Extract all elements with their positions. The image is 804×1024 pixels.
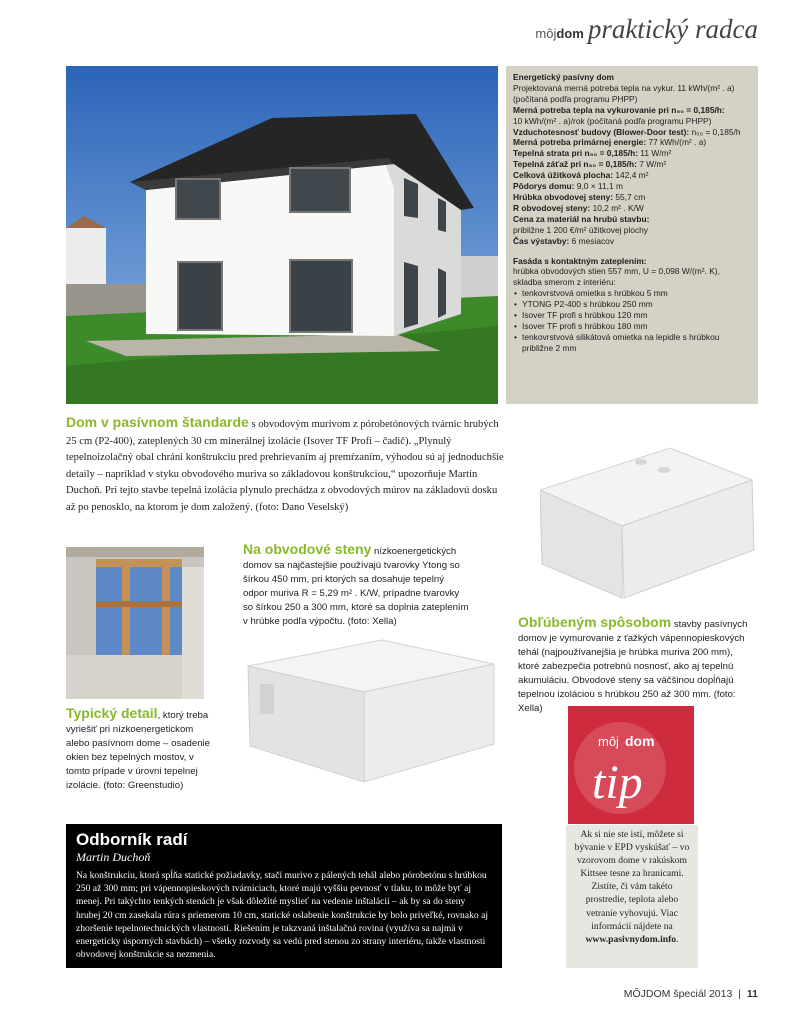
spec-value: 7 W/m² [636, 159, 667, 170]
aerated-block-illustration [540, 440, 760, 600]
spec-value: 11 W/m² [637, 148, 672, 159]
tip-moj: môj [598, 734, 619, 749]
house-illustration [66, 66, 498, 404]
spec-title: Energetický pasívny dom [513, 72, 615, 82]
spec-value: 6 mesiacov [569, 235, 615, 246]
footer-separator: | [738, 988, 741, 1000]
tip-dom: dom [625, 733, 655, 749]
caption-lead: Typický detail [66, 705, 158, 721]
page-number: 11 [746, 988, 758, 1000]
caption-lead: Obľúbeným spôsobom [518, 614, 672, 630]
spec-label: Čas výstavby: [513, 235, 570, 246]
brand-dom: dom [556, 26, 584, 41]
window-detail-caption [66, 706, 216, 793]
facade-layer: • tenkovrstvová silikátová omietka na lepidle s hrúbkou približne 2 mm [513, 332, 751, 354]
spec-label: Merná potreba tepla na vykurovanie pri n₅₀ = 0,185/h: [513, 104, 725, 115]
caption-lead: Dom v pasívnom štandarde [66, 414, 249, 430]
facade-layer: • tenkovrstvová omietka s hrúbkou 5 mm [513, 288, 751, 299]
spec-label: Tepelná strata pri n₅₀ = 0,185/h: [513, 148, 638, 159]
facade-layers [513, 288, 751, 353]
spec-label: Hrúbka obvodovej steny: [513, 191, 614, 202]
tip-word: tip [592, 756, 643, 809]
house-caption [66, 414, 504, 516]
block-photo-large [540, 440, 760, 600]
spec-value: 142,4 m² [613, 170, 649, 181]
tip-url: www.pasivnydom.info [585, 933, 677, 945]
caption-text: nízkoenergetických domov sa najčastejšie používajú tvarovky Ytong so šírkou 450 mm, pri ktorých sa dosahuje tepelný odpor muriva R = 5,29 m² . K/W, prípadne tvarovky so šírkou 250 a 300 mm, ktoré sa doplnia zateplením v hrúbke podľa výpočtu. (foto: Xella) [243, 546, 469, 627]
spec-label: Merná potreba primárnej energie: [513, 137, 647, 148]
spec-value: n₅₀ = 0,185/h [689, 126, 741, 137]
section-title: praktický radca [587, 14, 758, 44]
spec-line: Projektovaná merná potreba tepla na vykur. 11 kWh/(m² . a) [513, 82, 735, 93]
energy-spec-panel [506, 66, 758, 404]
spec-line: 10 kWh/(m² . a)/rok (počítaná podľa programu PHPP) [513, 115, 712, 126]
spec-value: 9,0 × 11,1 m [574, 181, 623, 192]
facade-layer: • Isover TF profi s hrúbkou 180 mm [513, 321, 751, 332]
facade-line: skladba smerom z interiéru: [513, 277, 616, 288]
facade-title: Fasáda s kontaktným zateplením: [513, 255, 647, 266]
ytong-caption [243, 542, 469, 629]
facade-layer: • YTONG P2-400 s hrúbkou 250 mm [513, 299, 751, 310]
page-header [535, 14, 758, 45]
expert-body: Na konštrukciu, ktorá spĺňa statické požiadavky, stačí murivo z pálených tehál alebo pórobetónu s hrúbkou 250 až 300 mm; pri vápennopieskových tvárniciach, ktoré majú vyššiu pevnosť v tlaku, to môže byť aj menej. Pri takýchto tenkých stenách je však dôležité myslieť na vedenie inštalácií – ak by sa do steny hrubej 20 cm zasekala rúra s priemerom 10 cm, statické oslabenie konštrukcie by bolo priveľké, rovnako aj zhoršenie tepelnotechnických vlastností. Riešením je takzvaná inštalačná rovina (využíva sa najmä v energeticky úsporných stavbách) – všetky rozvody sa vedú pred stenou zo strany interiéru, takže vlastnosti obvodovej konštrukcie sa nezmenia. [76, 870, 489, 961]
spec-label: Cena za materiál na hrubú stavbu: [513, 213, 650, 224]
caption-text: s obvodovým murivom z pórobetónových tvárnic hrubých 25 cm (P2-400), zateplených 30 cm minerálnej izolácie (Isover TF Profi – čadič). „Plynulý tepelnoizolačný obal chráni konštrukciu pred prehrievaním aj premŕzaním, výhodou sú aj jednoduchšie detaily – napríklad v styku obvodového muriva so základovou konštrukciou,“ upozorňuje Martin Duchoň. Pri tejto stavbe tepelná izolácia plynulo prechádza z obvodových múrov na základovú dosku až po penosklo, na ktorom je dom založený. (foto: Dano Veselský) [66, 419, 504, 513]
expert-title: Odborník radí [76, 830, 188, 849]
sand-lime-caption [518, 615, 754, 716]
page-footer [624, 988, 758, 1000]
spec-label: Vzduchotesnosť budovy (Blower-Door test): [513, 126, 690, 137]
caption-lead: Na obvodové steny [243, 541, 372, 557]
caption-text: stavby pasívnych domov je vymurovanie z ťažkých vápennopieskových tehál (najpoužívanejšia je hrúbka muriva 200 mm), ktoré zabezpečia potrebnú nosnosť, ako aj tepelnú akumuláciu. Obvodové steny sa väčšinou dopĺňajú tepelnou izoláciou s hrúbkou 250 až 300 mm. (foto: Xella) [518, 619, 748, 714]
spec-value: 10,2 m² . K/W [590, 202, 644, 213]
spec-line: približne 1 200 €/m² úžitkovej plochy [513, 224, 648, 235]
facade-layer: • Isover TF profi s hrúbkou 120 mm [513, 310, 751, 321]
spec-label: Celková úžitková plocha: [513, 170, 614, 181]
footer-text: MÔJDOM špeciál 2013 [623, 988, 733, 1000]
spec-label: R obvodovej steny: [513, 202, 591, 213]
facade-line: hrúbka obvodových stien 557 mm, U = 0,098 W/(m². K), [513, 266, 720, 277]
brand-moj: môj [535, 26, 557, 41]
spec-label: Pôdorys domu: [513, 181, 575, 192]
tip-body: Ak si nie ste istí, môžete si bývanie v EPD vyskúšať – vo vzorovom dome v rakúskom Kittsee tesne za hranicami. Zistíte, či vám takéto prostredie, teplota alebo vetranie vyhovujú. Viac informácií nájdete na [574, 829, 690, 932]
tip-end: . [676, 933, 679, 945]
spec-line: (počítaná podľa programu PHPP) [513, 93, 638, 104]
tip-sign [568, 706, 694, 824]
tip-badge [568, 706, 694, 824]
spec-label: Tepelná záťaž pri n₅₀ = 0,185/h: [513, 159, 637, 170]
block-photo-medium [242, 636, 498, 784]
caption-text: , ktorý treba vyriešiť pri nízkoenergetickom alebo pasívnom dome – osadenie okien bez tepelných mostov, v tomto prípade v úrovni tepelnej izolácie. (foto: Greenstudio) [66, 710, 211, 791]
expert-advice-box [66, 824, 502, 968]
window-detail-illustration [66, 547, 204, 699]
tip-text [566, 826, 698, 948]
spec-value: 55,7 cm [613, 191, 646, 202]
spec-value: 77 kWh/(m² . a) [646, 137, 707, 148]
ytong-block-illustration [242, 636, 498, 784]
expert-author: Martin Duchoň [76, 850, 151, 864]
house-photo [66, 66, 498, 404]
window-detail-photo [66, 547, 204, 699]
